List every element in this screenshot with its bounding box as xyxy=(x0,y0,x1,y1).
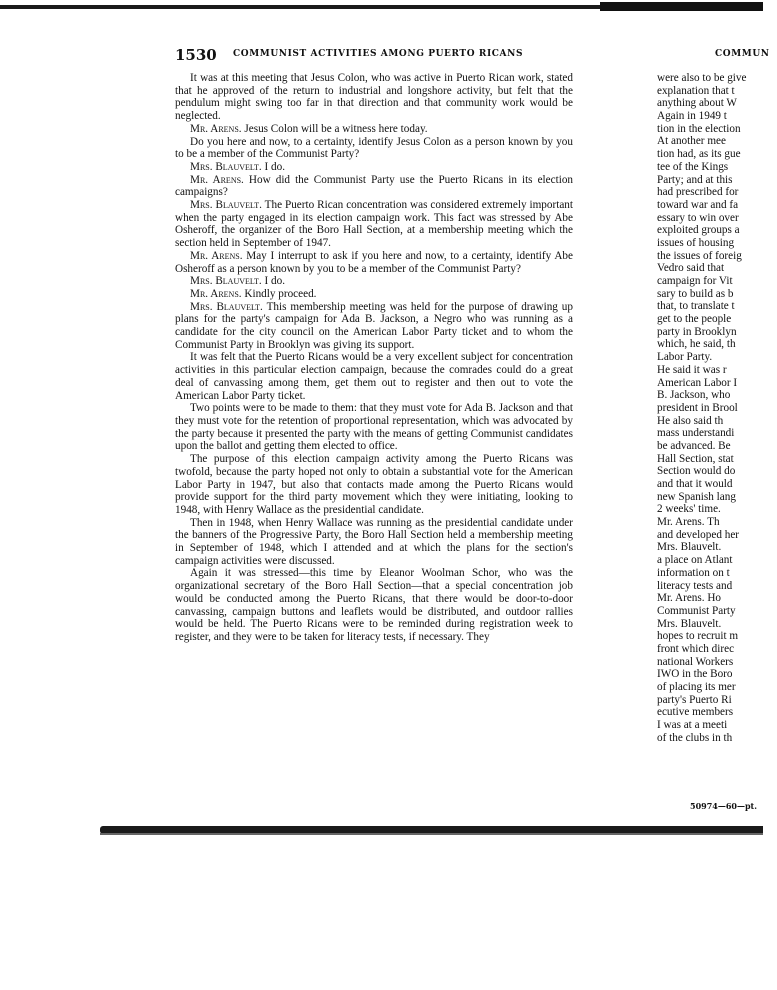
speaker-name: Mrs. Blauvelt. xyxy=(190,300,263,313)
fragment-line: explanation that t xyxy=(657,84,735,97)
fragment-line: of the clubs in th xyxy=(657,731,733,744)
speaker-name: Mr. Arens. xyxy=(190,122,242,135)
paragraph-text: Jesus Colon will be a witness here today. xyxy=(241,122,428,135)
fragment-line: that, to translate t xyxy=(657,300,735,313)
fragment-line: sary to build as b xyxy=(657,287,734,300)
fragment-line: IWO in the Boro xyxy=(657,668,733,681)
bottom-scan-bar-shadow xyxy=(100,833,763,835)
fragment-line: which, he said, th xyxy=(657,338,736,351)
fragment-line: information on t xyxy=(657,566,730,579)
paragraph-text: The Puerto Rican concentration was considered extremely important when the party engaged in its election campaign work. This fact was stressed by Abe Osheroff, the organizer of the Boro Hall Section, at a membership meeting which the section held in September of 1947. xyxy=(175,199,573,250)
fragment-line: and developed her xyxy=(657,528,740,541)
paragraph-text: Kindly proceed. xyxy=(241,287,317,300)
fragment-line: tee of the Kings xyxy=(657,160,729,173)
fragment-line: essary to win over xyxy=(657,211,739,224)
fragment-line: 2 weeks' time. xyxy=(657,503,721,516)
paragraph xyxy=(175,402,573,453)
running-title: COMMUNIST ACTIVITIES AMONG PUERTO RICANS xyxy=(233,49,524,59)
paragraph xyxy=(175,123,573,136)
paragraph-text: It was at this meeting that Jesus Colon, who was active in Puerto Rican work, stated that he approved of the return to industrial and longshore activity, but felt that the pendulum might swing too far in that direction and that community work would be neglected. xyxy=(175,72,573,123)
paragraph xyxy=(175,301,573,352)
top-rule-heavy xyxy=(600,2,763,11)
fragment-line: and that it would xyxy=(657,478,733,490)
fragment-line: Mr. Arens. Ho xyxy=(657,592,722,605)
speaker-name: Mrs. Blauvelt. xyxy=(190,160,262,173)
paragraph-text: The purpose of this election campaign activity among the Puerto Ricans was twofold, because the party hoped not only to obtain a substantial vote for the American Labor Party in 1947, but also that contacts made among the Puerto Ricans would provide support for the third party movement which they were initiating, looking to 1948, with Henry Wallace as the presidential candidate. xyxy=(175,453,573,516)
fragment-line: anything about W xyxy=(657,97,737,110)
fragment-line: tion had, as its gue xyxy=(657,148,741,161)
fragment-line: ecutive members xyxy=(657,706,734,719)
speaker-name: Mrs. Blauvelt. xyxy=(190,199,262,212)
paragraph xyxy=(175,136,573,161)
paragraph xyxy=(175,275,573,288)
fragment-line: a place on Atlant xyxy=(657,554,733,567)
speaker-name: Mr. Arens. xyxy=(190,173,244,186)
paragraph xyxy=(175,199,573,250)
paragraph xyxy=(175,351,573,402)
fragment-line: had prescribed for xyxy=(657,186,739,199)
fragment-line: president in Brool xyxy=(657,401,738,414)
speaker-name: Mrs. Blauvelt. xyxy=(190,275,262,288)
paragraph-text: I do. xyxy=(261,275,286,288)
paragraph xyxy=(175,288,573,301)
paragraph-text: It was felt that the Puerto Ricans would be a very excellent subject for concentration activities in this particular election campaign, because the comrades could do a great deal of canvassing among them, get them out to register and then out to vote the American Labor Party ticket. xyxy=(175,351,573,402)
paragraph xyxy=(175,517,573,568)
paragraph-text: Then in 1948, when Henry Wallace was running as the presidential candidate under the banners of the Progressive Party, the Boro Hall Section held a membership meeting in September of 1948, which I attended and at which the plans for the section's campaign activities were discussed. xyxy=(175,516,573,567)
fragment-line: Mrs. Blauvelt. xyxy=(657,617,722,630)
paragraph-text: I do. xyxy=(261,160,286,173)
paragraph-text: Again it was stressed—this time by Eleanor Woolman Schor, who was the organizational secretary of the Boro Hall Section—that a special concentration job would be conducted among the Puerto Ricans, that there would be door-to-door canvassing, campaign buttons and leaflets would be distributed, and outdoor rallies would be held. The Puerto Ricans were to be reminded during registration week to register, and they were to be taken for literacy tests, if necessary. They xyxy=(175,567,573,643)
running-title-next-page: COMMUN xyxy=(715,49,770,59)
fragment-line: front which direc xyxy=(657,642,735,655)
fragment-line: were also to be give xyxy=(657,72,747,84)
fragment-line: hopes to recruit m xyxy=(657,630,739,643)
fragment-line: Hall Section, stat xyxy=(657,452,734,465)
fragment-line: American Labor I xyxy=(657,376,738,389)
fragment-line: tion in the election xyxy=(657,122,741,135)
paragraph xyxy=(175,174,573,199)
fragment-line: Communist Party xyxy=(657,604,736,617)
fragment-line: get to the people xyxy=(657,313,732,326)
speaker-name: Mr. Arens. xyxy=(190,249,243,262)
fragment-line: party's Puerto Ri xyxy=(657,693,732,706)
fragment-line: campaign for Vit xyxy=(657,275,733,287)
paragraph xyxy=(175,250,573,275)
fragment-line: Again in 1949 t xyxy=(657,110,727,123)
fragment-line: exploited groups a xyxy=(657,224,740,237)
paragraph-text: Two points were to be made to them: that they must vote for Ada B. Jackson and that they must vote for the retention of proportional representation, which was advocated by the party because it presented the party with the means of getting Communist candidates upon the ballot and getting them elected to office. xyxy=(175,402,573,453)
fragment-line: of placing its mer xyxy=(657,681,736,693)
paragraph xyxy=(175,72,573,123)
print-code: 50974—60—pt. xyxy=(690,801,758,811)
fragment-line: literacy tests and xyxy=(657,579,733,592)
fragment-line: mass understandi xyxy=(657,427,735,440)
fragment-line: toward war and fa xyxy=(657,198,739,211)
fragment-line: Mrs. Blauvelt. xyxy=(657,541,722,554)
fragment-line: party in Brooklyn xyxy=(657,325,737,338)
fragment-line: Vedro said that xyxy=(657,262,725,275)
fragment-line: He also said th xyxy=(657,414,724,427)
fragment-line: Party; and at this xyxy=(657,173,733,186)
fragment-line: the issues of foreig xyxy=(657,249,742,262)
fragment-line: be advanced. Be xyxy=(657,439,731,452)
fragment-line: I was at a meeti xyxy=(657,719,728,732)
fragment-line: national Workers xyxy=(657,655,734,668)
page-number: 1530 xyxy=(175,46,217,64)
fragment-line: Section would do xyxy=(657,465,736,478)
paragraph-text: Do you here and now, to a certainty, identify Jesus Colon as a person known by you to be a member of the Communist Party? xyxy=(175,135,573,161)
paragraph-text: How did the Communist Party use the Puerto Ricans in its election campaigns? xyxy=(175,173,574,199)
paragraph xyxy=(175,567,573,643)
speaker-name: Mr. Arens. xyxy=(190,287,242,300)
main-text-column xyxy=(175,72,573,644)
fragment-line: Mr. Arens. Th xyxy=(657,516,720,529)
fragment-line: new Spanish lang xyxy=(657,490,736,503)
fragment-line: He said it was r xyxy=(657,363,727,376)
paragraph-text: May I interrupt to ask if you here and now, to a certainty, identify Abe Osheroff as a person known by you to be a member of the Communist Party? xyxy=(175,249,573,275)
fragment-line: Labor Party. xyxy=(657,351,713,364)
fragment-line: issues of housing xyxy=(657,236,735,249)
paragraph xyxy=(175,161,573,174)
next-page-column-fragment xyxy=(657,72,777,744)
fragment-line: At another mee xyxy=(657,135,726,148)
fragment-line: B. Jackson, who xyxy=(657,389,731,402)
paragraph-text: This membership meeting was held for the purpose of drawing up plans for the party's campaign for Ada B. Jackson, a Negro who was running as a candidate for the city council on the American Labor Party ticket and to whom the Communist Party in Brooklyn was giving its support. xyxy=(175,300,573,351)
paragraph xyxy=(175,453,573,517)
